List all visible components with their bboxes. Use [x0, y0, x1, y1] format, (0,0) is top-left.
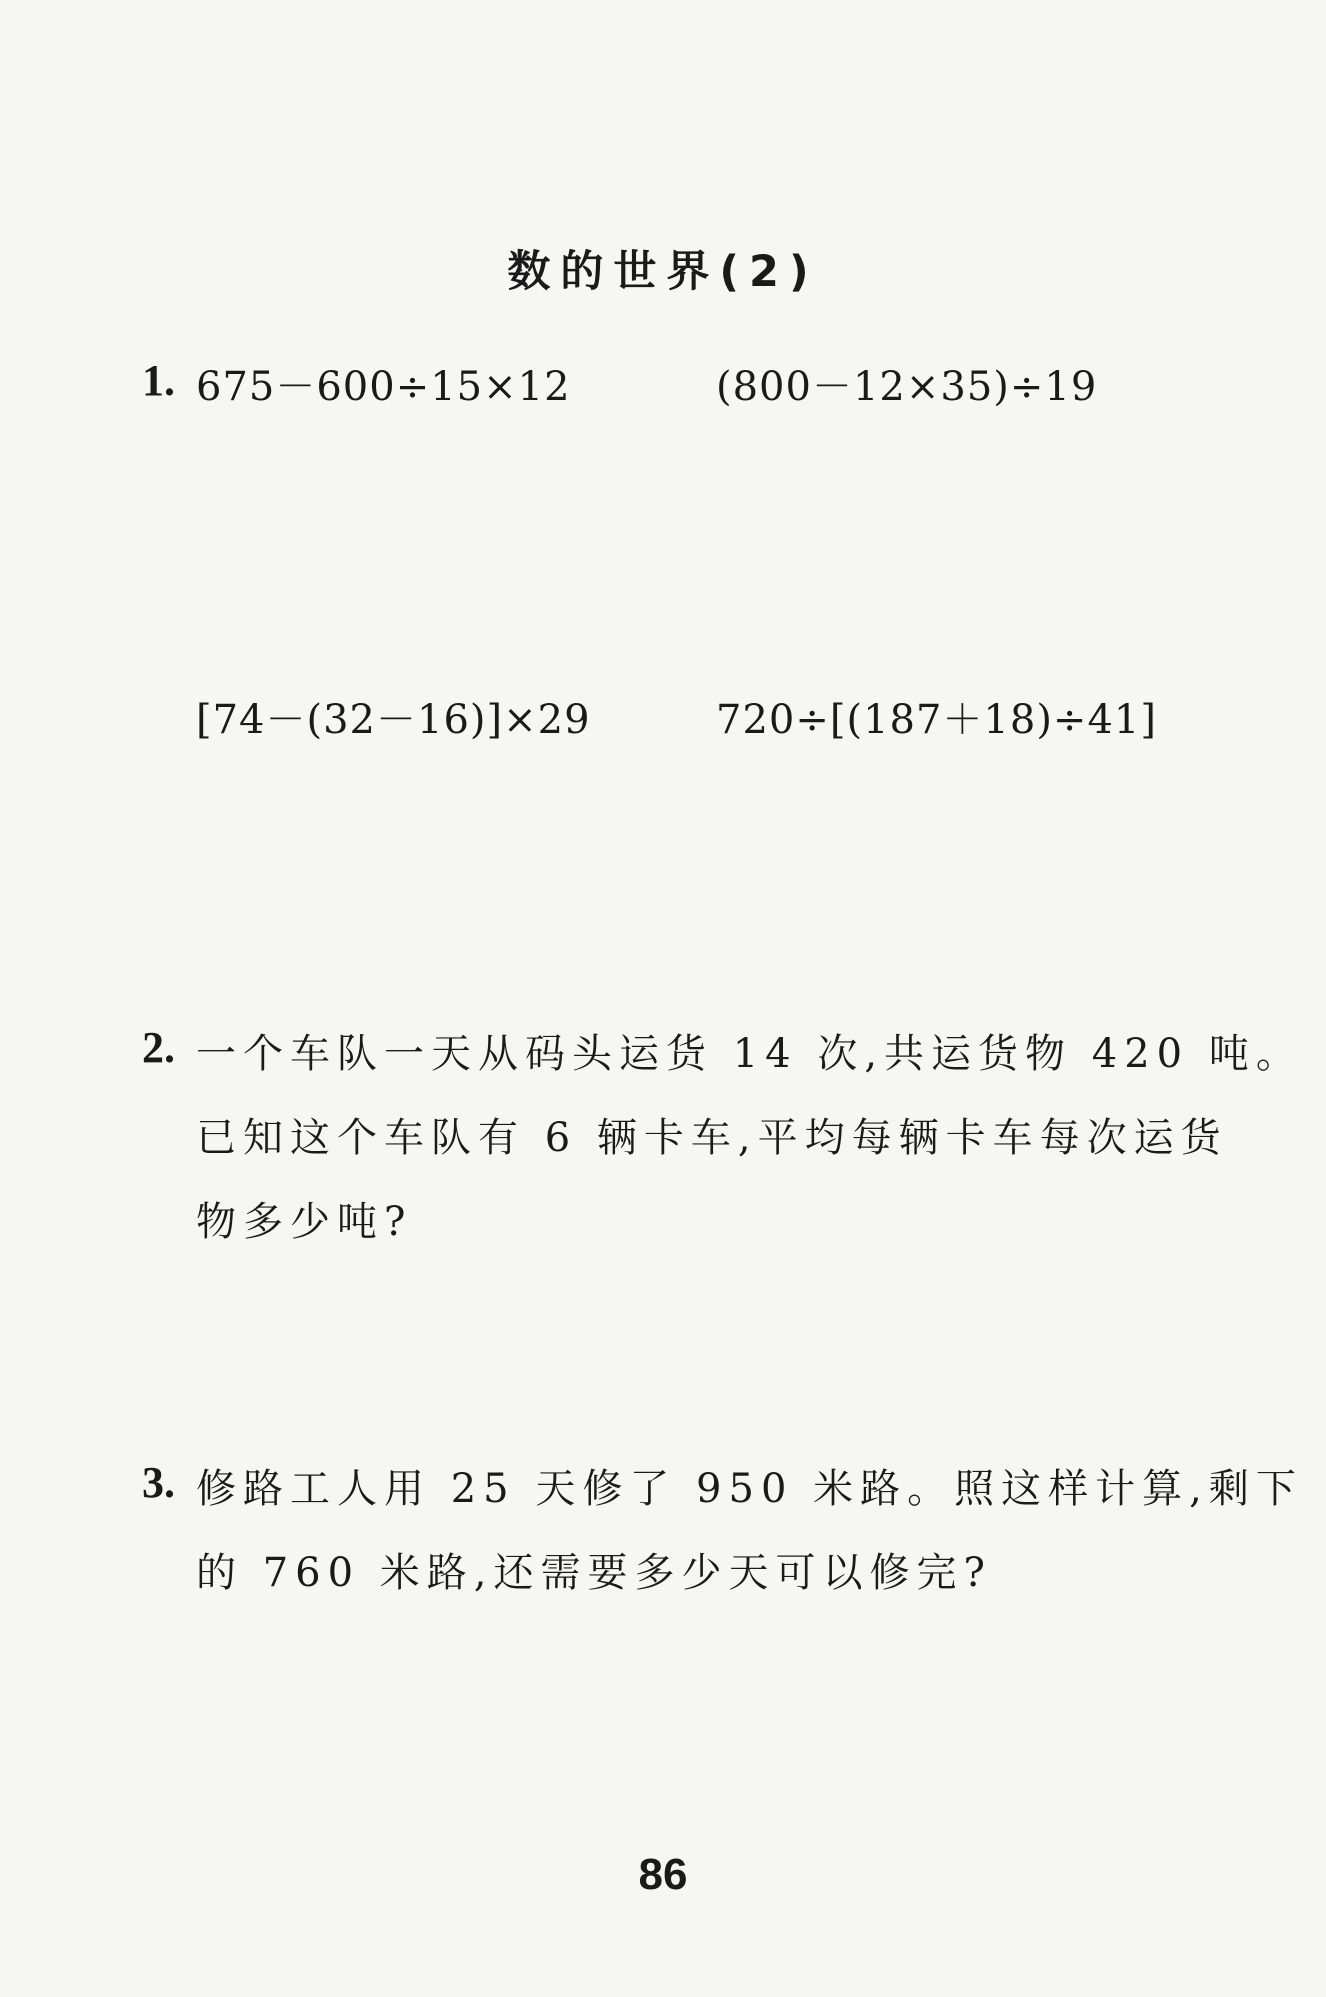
- question-2-number: 2.: [142, 1023, 175, 1072]
- question-3-line-2: 的 760 米路,还需要多少天可以修完?: [196, 1550, 992, 1596]
- question-2-line-3: 物多少吨?: [196, 1199, 413, 1245]
- question-2-line-2: 已知这个车队有 6 辆卡车,平均每辆卡车每次运货: [196, 1115, 1228, 1161]
- question-3-number: 3.: [142, 1458, 175, 1507]
- page-number: 86: [638, 1850, 688, 1899]
- q1-expression-d: 720÷[(187＋18)÷41]: [716, 697, 1157, 743]
- question-3-line-1: 修路工人用 25 天修了 950 米路。照这样计算,剩下: [196, 1466, 1303, 1512]
- q1-expression-a: 675－600÷15×12: [196, 364, 571, 410]
- page-title: 数的世界(2): [507, 247, 819, 297]
- q1-expression-c: [74－(32－16)]×29: [196, 697, 591, 743]
- question-1-number: 1.: [142, 356, 175, 405]
- q1-expression-b: (800－12×35)÷19: [716, 364, 1098, 410]
- question-2-line-1: 一个车队一天从码头运货 14 次,共运货物 420 吨。: [196, 1031, 1303, 1077]
